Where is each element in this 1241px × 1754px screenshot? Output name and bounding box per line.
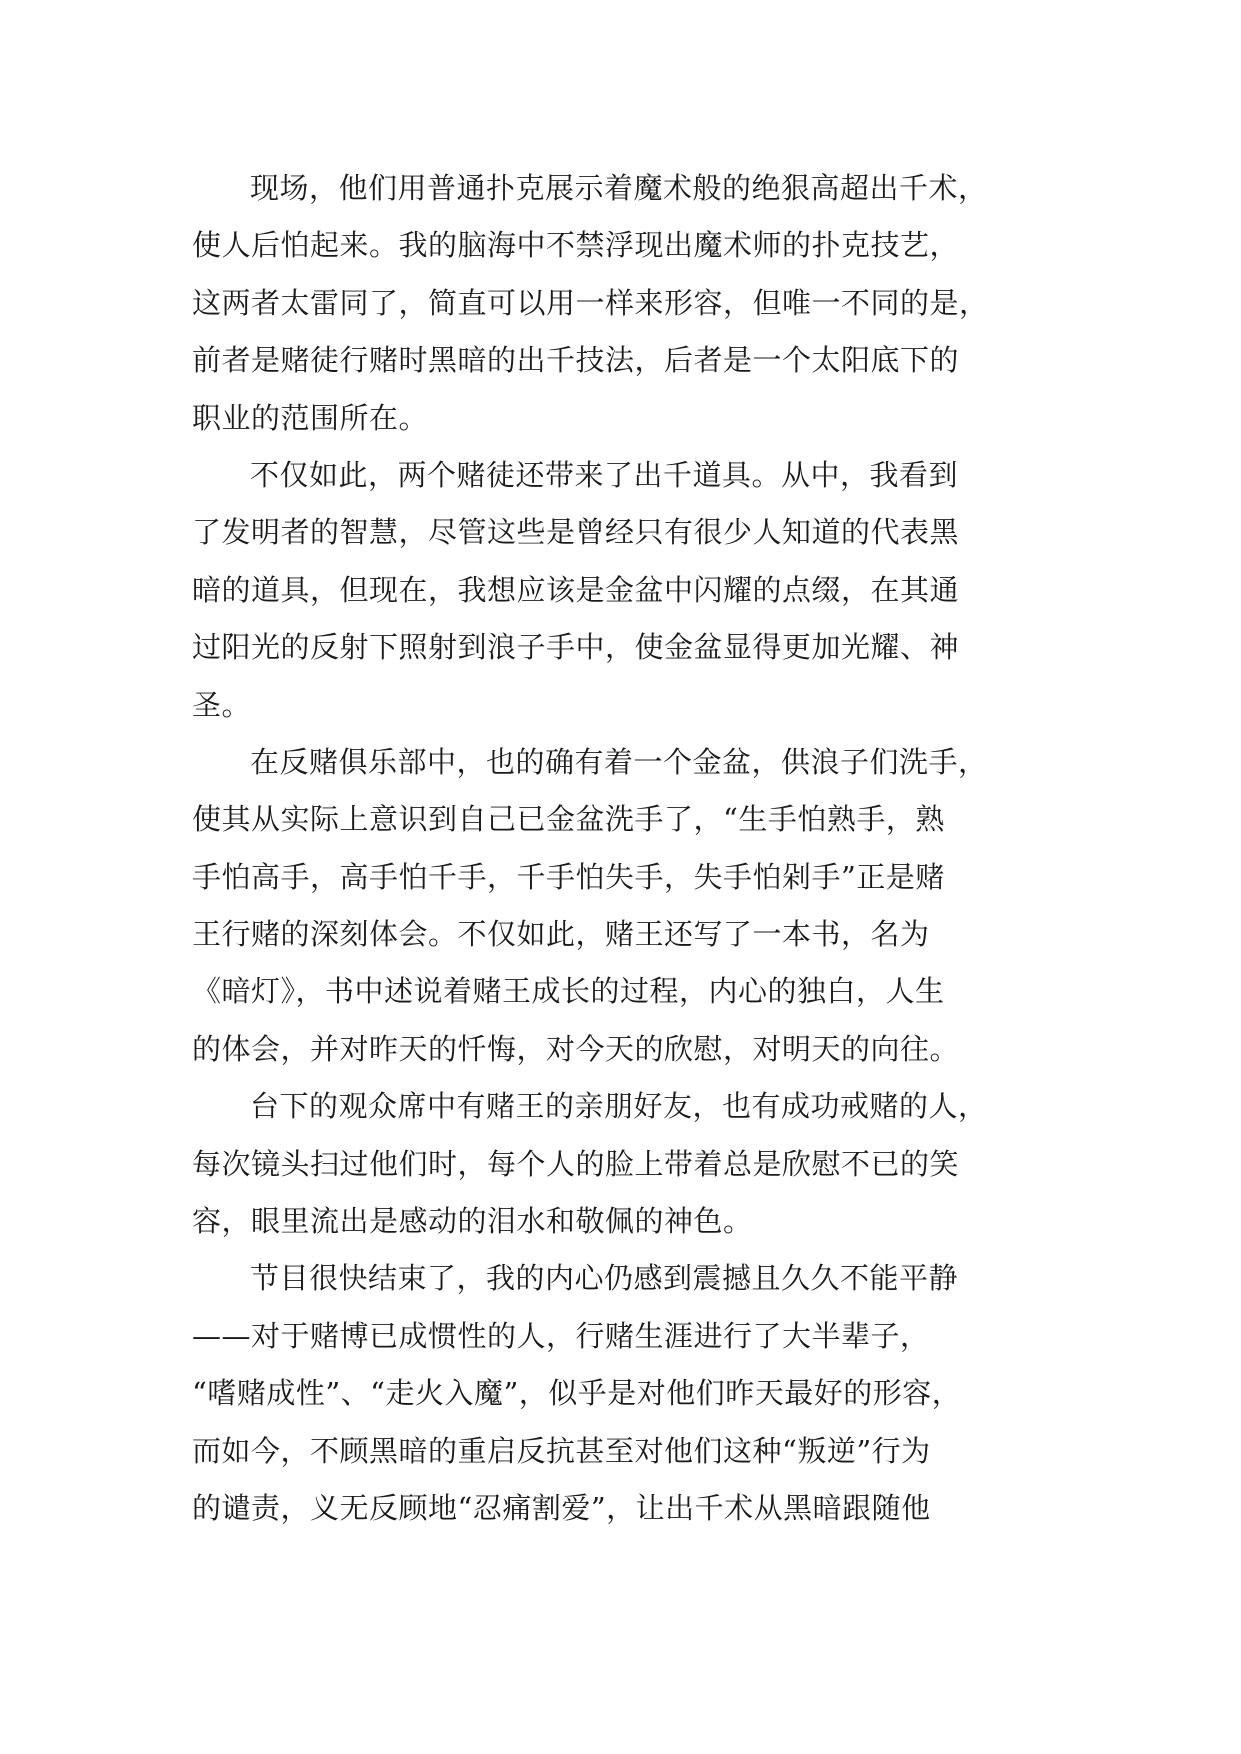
text-line: 这两者太雷同了，简直可以用一样来形容，但唯一不同的是， — [192, 285, 989, 320]
text-line: 每次镜头扫过他们时，每个人的脸上带着总是欣慰不已的笑 — [192, 1146, 960, 1181]
text-line: ——对于赌博已成惯性的人，行赌生涯进行了大半辈子， — [192, 1318, 930, 1353]
paragraph — [192, 447, 1072, 734]
text-line: 的体会，并对昨天的忏悔，对今天的欣慰，对明天的向往。 — [192, 1031, 960, 1066]
text-line: “嗜赌成性”、“走火入魔”，似乎是对他们昨天最好的形容， — [192, 1376, 962, 1411]
text-line: 暗的道具，但现在，我想应该是金盆中闪耀的点缀，在其通 — [192, 572, 960, 607]
text-line: 过阳光的反射下照射到浪子手中，使金盆显得更加光耀、神 — [192, 630, 960, 665]
text-line: 使人后怕起来。我的脑海中不禁浮现出魔术师的扑克技艺， — [192, 228, 960, 263]
text-line: 前者是赌徒行赌时黑暗的出千技法，后者是一个太阳底下的 — [192, 343, 960, 378]
text-line: 现场，他们用普通扑克展示着魔术般的绝狠高超出千术， — [250, 171, 988, 205]
text-line: 节目很快结束了，我的内心仍感到震撼且久久不能平静 — [250, 1261, 959, 1296]
paragraph — [192, 1250, 1072, 1537]
text-line: 的谴责，义无反顾地“忍痛割爱”，让出千术从黑暗跟随他 — [192, 1490, 931, 1525]
text-line: 容，眼里流出是感动的泪水和敬佩的神色。 — [192, 1204, 753, 1239]
text-line: 职业的范围所在。 — [192, 400, 429, 435]
text-line: 在反赌俱乐部中，也的确有着一个金盆，供浪子们洗手， — [250, 744, 988, 779]
text-line: 台下的观众席中有赌王的亲朋好友，也有成功戒赌的人， — [250, 1089, 988, 1124]
document-body — [192, 160, 1072, 1537]
paragraph — [192, 734, 1072, 1078]
text-line: 而如今，不顾黑暗的重启反抗甚至对他们这种“叛逆”行为 — [192, 1433, 931, 1468]
paragraph — [192, 160, 1072, 447]
text-line: 圣。 — [192, 687, 252, 722]
text-line: 使其从实际上意识到自己已金盆洗手了，“生手怕熟手，熟 — [192, 802, 945, 837]
text-line: 手怕高手，高手怕千手，千手怕失手，失手怕剁手”正是赌 — [192, 859, 945, 894]
paragraph — [192, 1078, 1072, 1250]
text-line: 了发明者的智慧，尽管这些是曾经只有很少人知道的代表黑 — [192, 515, 960, 550]
text-line: 不仅如此，两个赌徒还带来了出千道具。从中，我看到 — [250, 457, 959, 492]
text-line: 王行赌的深刻体会。不仅如此，赌王还写了一本书，名为 — [192, 917, 930, 952]
text-line: 《暗灯》，书中述说着赌王成长的过程，内心的独白，人生 — [192, 974, 945, 1009]
